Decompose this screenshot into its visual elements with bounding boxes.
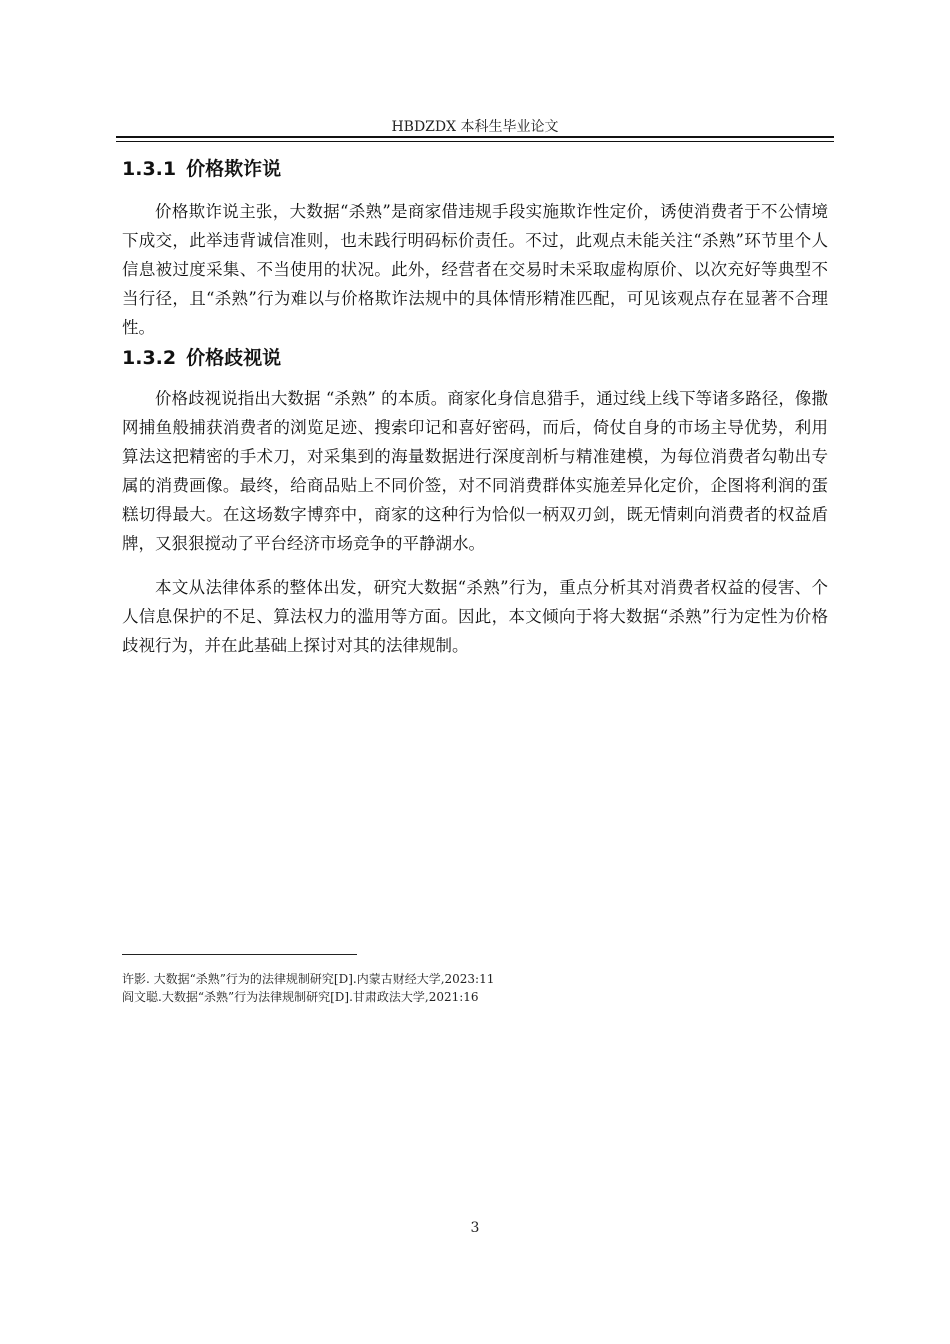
section-heading-1-3-2	[122, 345, 822, 371]
footnotes	[122, 970, 822, 1006]
footnote-separator	[122, 954, 357, 955]
section-number: 1.3.2	[122, 347, 177, 369]
running-header: HBDZDX 本科生毕业论文	[391, 119, 559, 135]
section-number: 1.3.1	[122, 158, 177, 180]
body-paragraph: 价格歧视说指出大数据 “杀熟” 的本质。商家化身信息猎手，通过线上线下等诸多路径，像撒网捕鱼般捕获消费者的浏览足迹、搜索印记和喜好密码，而后，倚仗自身的市场主导优势，利用算法这把精密的手术刀，对采集到的海量数据进行深度剖析与精准建模，为每位消费者勾勒出专属的消费画像。最终，给商品贴上不同价签，对不同消费群体实施差异化定价，企图将利润的蛋糕切得最大。在这场数字博弈中，商家的这种行为恰似一柄双刃剑，既无情刺向消费者的权益盾牌，又狠狠搅动了平台经济市场竞争的平静湖水。	[122, 389, 828, 553]
footnote-item: 许影. 大数据“杀熟”行为的法律规制研究[D].内蒙古财经大学,2023:11	[122, 972, 495, 986]
footnote-item: 阎文聪.大数据“杀熟”行为法律规制研究[D].甘肃政法大学,2021:16	[122, 990, 479, 1004]
section-heading-1-3-1	[122, 156, 822, 182]
section-title: 价格欺诈说	[186, 158, 282, 180]
body-paragraph: 本文从法律体系的整体出发，研究大数据“杀熟”行为，重点分析其对消费者权益的侵害、个人信息保护的不足、算法权力的滥用等方面。因此，本文倾向于将大数据“杀熟”行为定性为价格歧视行为，并在此基础上探讨对其的法律规制。	[122, 578, 828, 655]
section-title: 价格歧视说	[186, 347, 282, 369]
body-paragraph: 价格欺诈说主张，大数据“杀熟”是商家借违规手段实施欺诈性定价，诱使消费者于不公情境下成交，此举违背诚信准则，也未践行明码标价责任。不过，此观点未能关注“杀熟”环节里个人信息被过度采集、不当使用的状况。此外，经营者在交易时未采取虚构原价、以次充好等典型不当行径，且“杀熟”行为难以与价格欺诈法规中的具体情形精准匹配，可见该观点存在显著不合理性。	[122, 202, 828, 337]
header-rule-thick	[116, 136, 834, 138]
header-rule-thin	[116, 141, 834, 142]
page-number: 3	[470, 1220, 480, 1236]
